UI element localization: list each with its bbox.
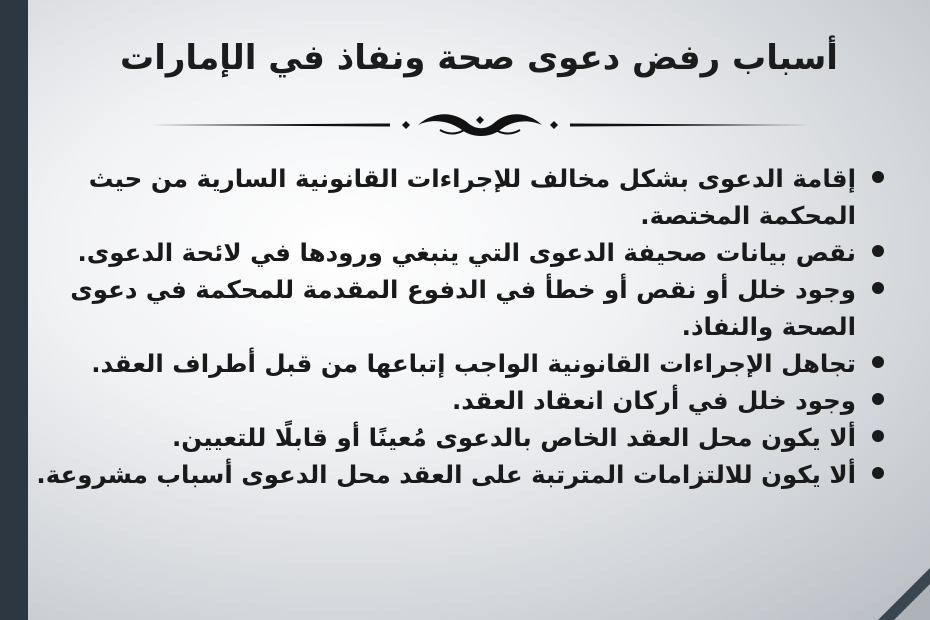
list-item-text: ألا يكون للالتزامات المترتبة على العقد محل الدعوى أسباب مشروعة. xyxy=(36,460,856,489)
list-item xyxy=(26,345,886,382)
list-item-text: وجود خلل أو نقص أو خطأ في الدفوع المقدمة للمحكمة في دعوى الصحة والنفاذ. xyxy=(70,275,856,341)
corner-accent-light xyxy=(894,584,930,620)
list-item xyxy=(26,271,886,345)
list-item xyxy=(26,160,886,234)
list-item-text: نقص بيانات صحيفة الدعوى التي ينبغي ورودها في لائحة الدعوى. xyxy=(77,238,856,267)
bullet-dot-icon xyxy=(872,430,884,442)
reasons-list xyxy=(26,160,886,493)
list-item xyxy=(26,419,886,456)
bullet-dot-icon xyxy=(872,171,884,183)
list-item-text: إقامة الدعوى بشكل مخالف للإجراءات القانونية السارية من حيث المحكمة المختصة. xyxy=(88,164,856,230)
page-title: أسباب رفض دعوى صحة ونفاذ في الإمارات xyxy=(120,38,838,78)
list-item xyxy=(26,234,886,271)
bullet-dot-icon xyxy=(872,393,884,405)
list-item xyxy=(26,382,886,419)
decorative-divider-icon xyxy=(150,108,810,142)
list-item-text: وجود خلل في أركان انعقاد العقد. xyxy=(451,386,856,415)
bullet-dot-icon xyxy=(872,467,884,479)
bullet-dot-icon xyxy=(872,282,884,294)
bullet-dot-icon xyxy=(872,245,884,257)
list-item-text: ألا يكون محل العقد الخاص بالدعوى مُعينًا أو قابلًا للتعيين. xyxy=(171,423,856,452)
bullet-dot-icon xyxy=(872,356,884,368)
list-item-text: تجاهل الإجراءات القانونية الواجب إتباعها من قبل أطراف العقد. xyxy=(91,349,856,378)
list-item xyxy=(26,456,886,493)
